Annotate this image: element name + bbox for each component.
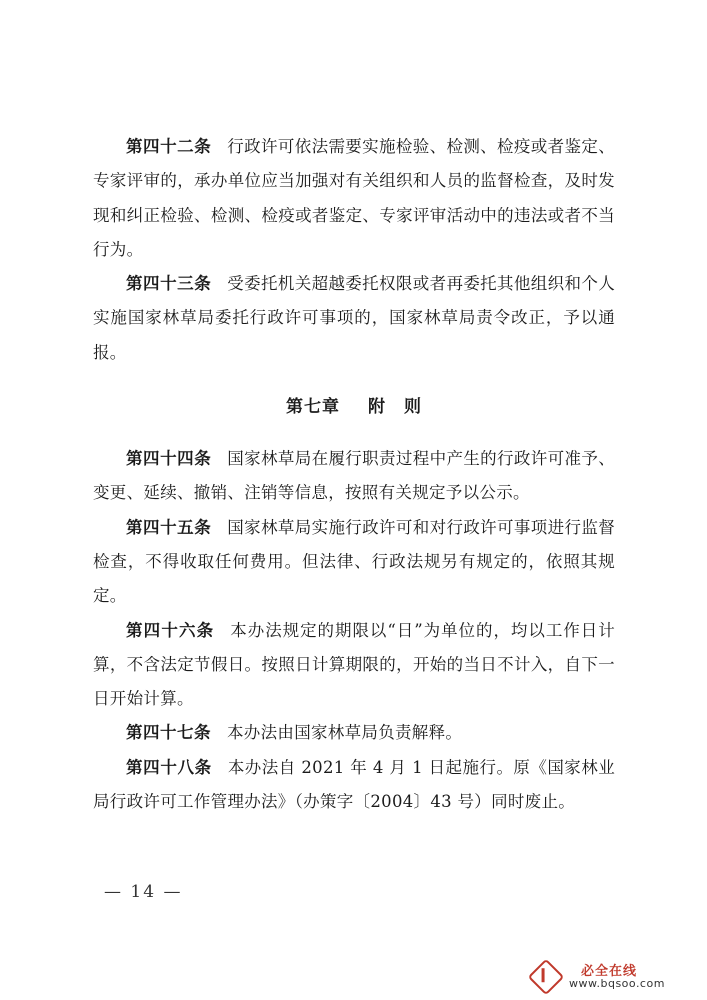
article-heading: 第四十八条 bbox=[126, 757, 212, 777]
article-text: 受委托机关超越委托权限或者再委托其他组织和个人实施国家林草局委托行政许可事项的，国家林草局责令改正，予以通报。 bbox=[93, 274, 615, 362]
watermark-site-name: 必全在线 bbox=[581, 964, 638, 979]
article-text: 本办法由国家林草局负责解释。 bbox=[227, 723, 463, 743]
article-42 bbox=[93, 130, 615, 267]
article-heading: 第四十五条 bbox=[126, 517, 212, 537]
watermark-logo-icon bbox=[528, 959, 565, 996]
document-body bbox=[93, 130, 615, 819]
article-text: 本办法自 2021 年 4 月 1 日起施行。原《国家林业局行政许可工作管理办法》（办策字〔2004〕43 号）同时废止。 bbox=[93, 757, 616, 812]
article-text: 行政许可依法需要实施检验、检测、检疫或者鉴定、专家评审的，承办单位应当加强对有关组织和人员的监督检查，及时发现和纠正检验、检测、检疫或者鉴定、专家评审活动中的违法或者不当行为。 bbox=[93, 137, 615, 259]
article-43 bbox=[93, 267, 615, 370]
article-heading: 第四十三条 bbox=[126, 274, 212, 294]
chapter-heading bbox=[93, 390, 615, 424]
article-45 bbox=[93, 511, 615, 614]
article-heading: 第四十六条 bbox=[126, 620, 215, 640]
article-44 bbox=[93, 442, 615, 511]
article-text: 国家林草局在履行职责过程中产生的行政许可准予、变更、延续、撤销、注销等信息，按照有关规定予以公示。 bbox=[93, 449, 615, 503]
article-48 bbox=[93, 751, 615, 820]
watermark-url: www.bqsoo.com bbox=[569, 977, 665, 990]
article-47 bbox=[93, 716, 615, 750]
article-heading: 第四十七条 bbox=[126, 723, 211, 743]
article-heading: 第四十四条 bbox=[126, 449, 212, 469]
article-text: 本办法规定的期限以“日”为单位的，均以工作日计算，不含法定节假日。按照日计算期限的，开始的当日不计入，自下一日开始计算。 bbox=[93, 620, 615, 709]
watermark bbox=[529, 960, 699, 994]
article-text: 国家林草局实施行政许可和对行政许可事项进行监督检查，不得收取任何费用。但法律、行政法规另有规定的，依照其规定。 bbox=[93, 517, 615, 606]
chapter-title: 附 则 bbox=[368, 397, 422, 418]
article-46 bbox=[93, 614, 615, 717]
chapter-number: 第七章 bbox=[286, 397, 340, 418]
article-heading: 第四十二条 bbox=[126, 137, 212, 156]
page-number: — 14 — bbox=[104, 882, 183, 902]
